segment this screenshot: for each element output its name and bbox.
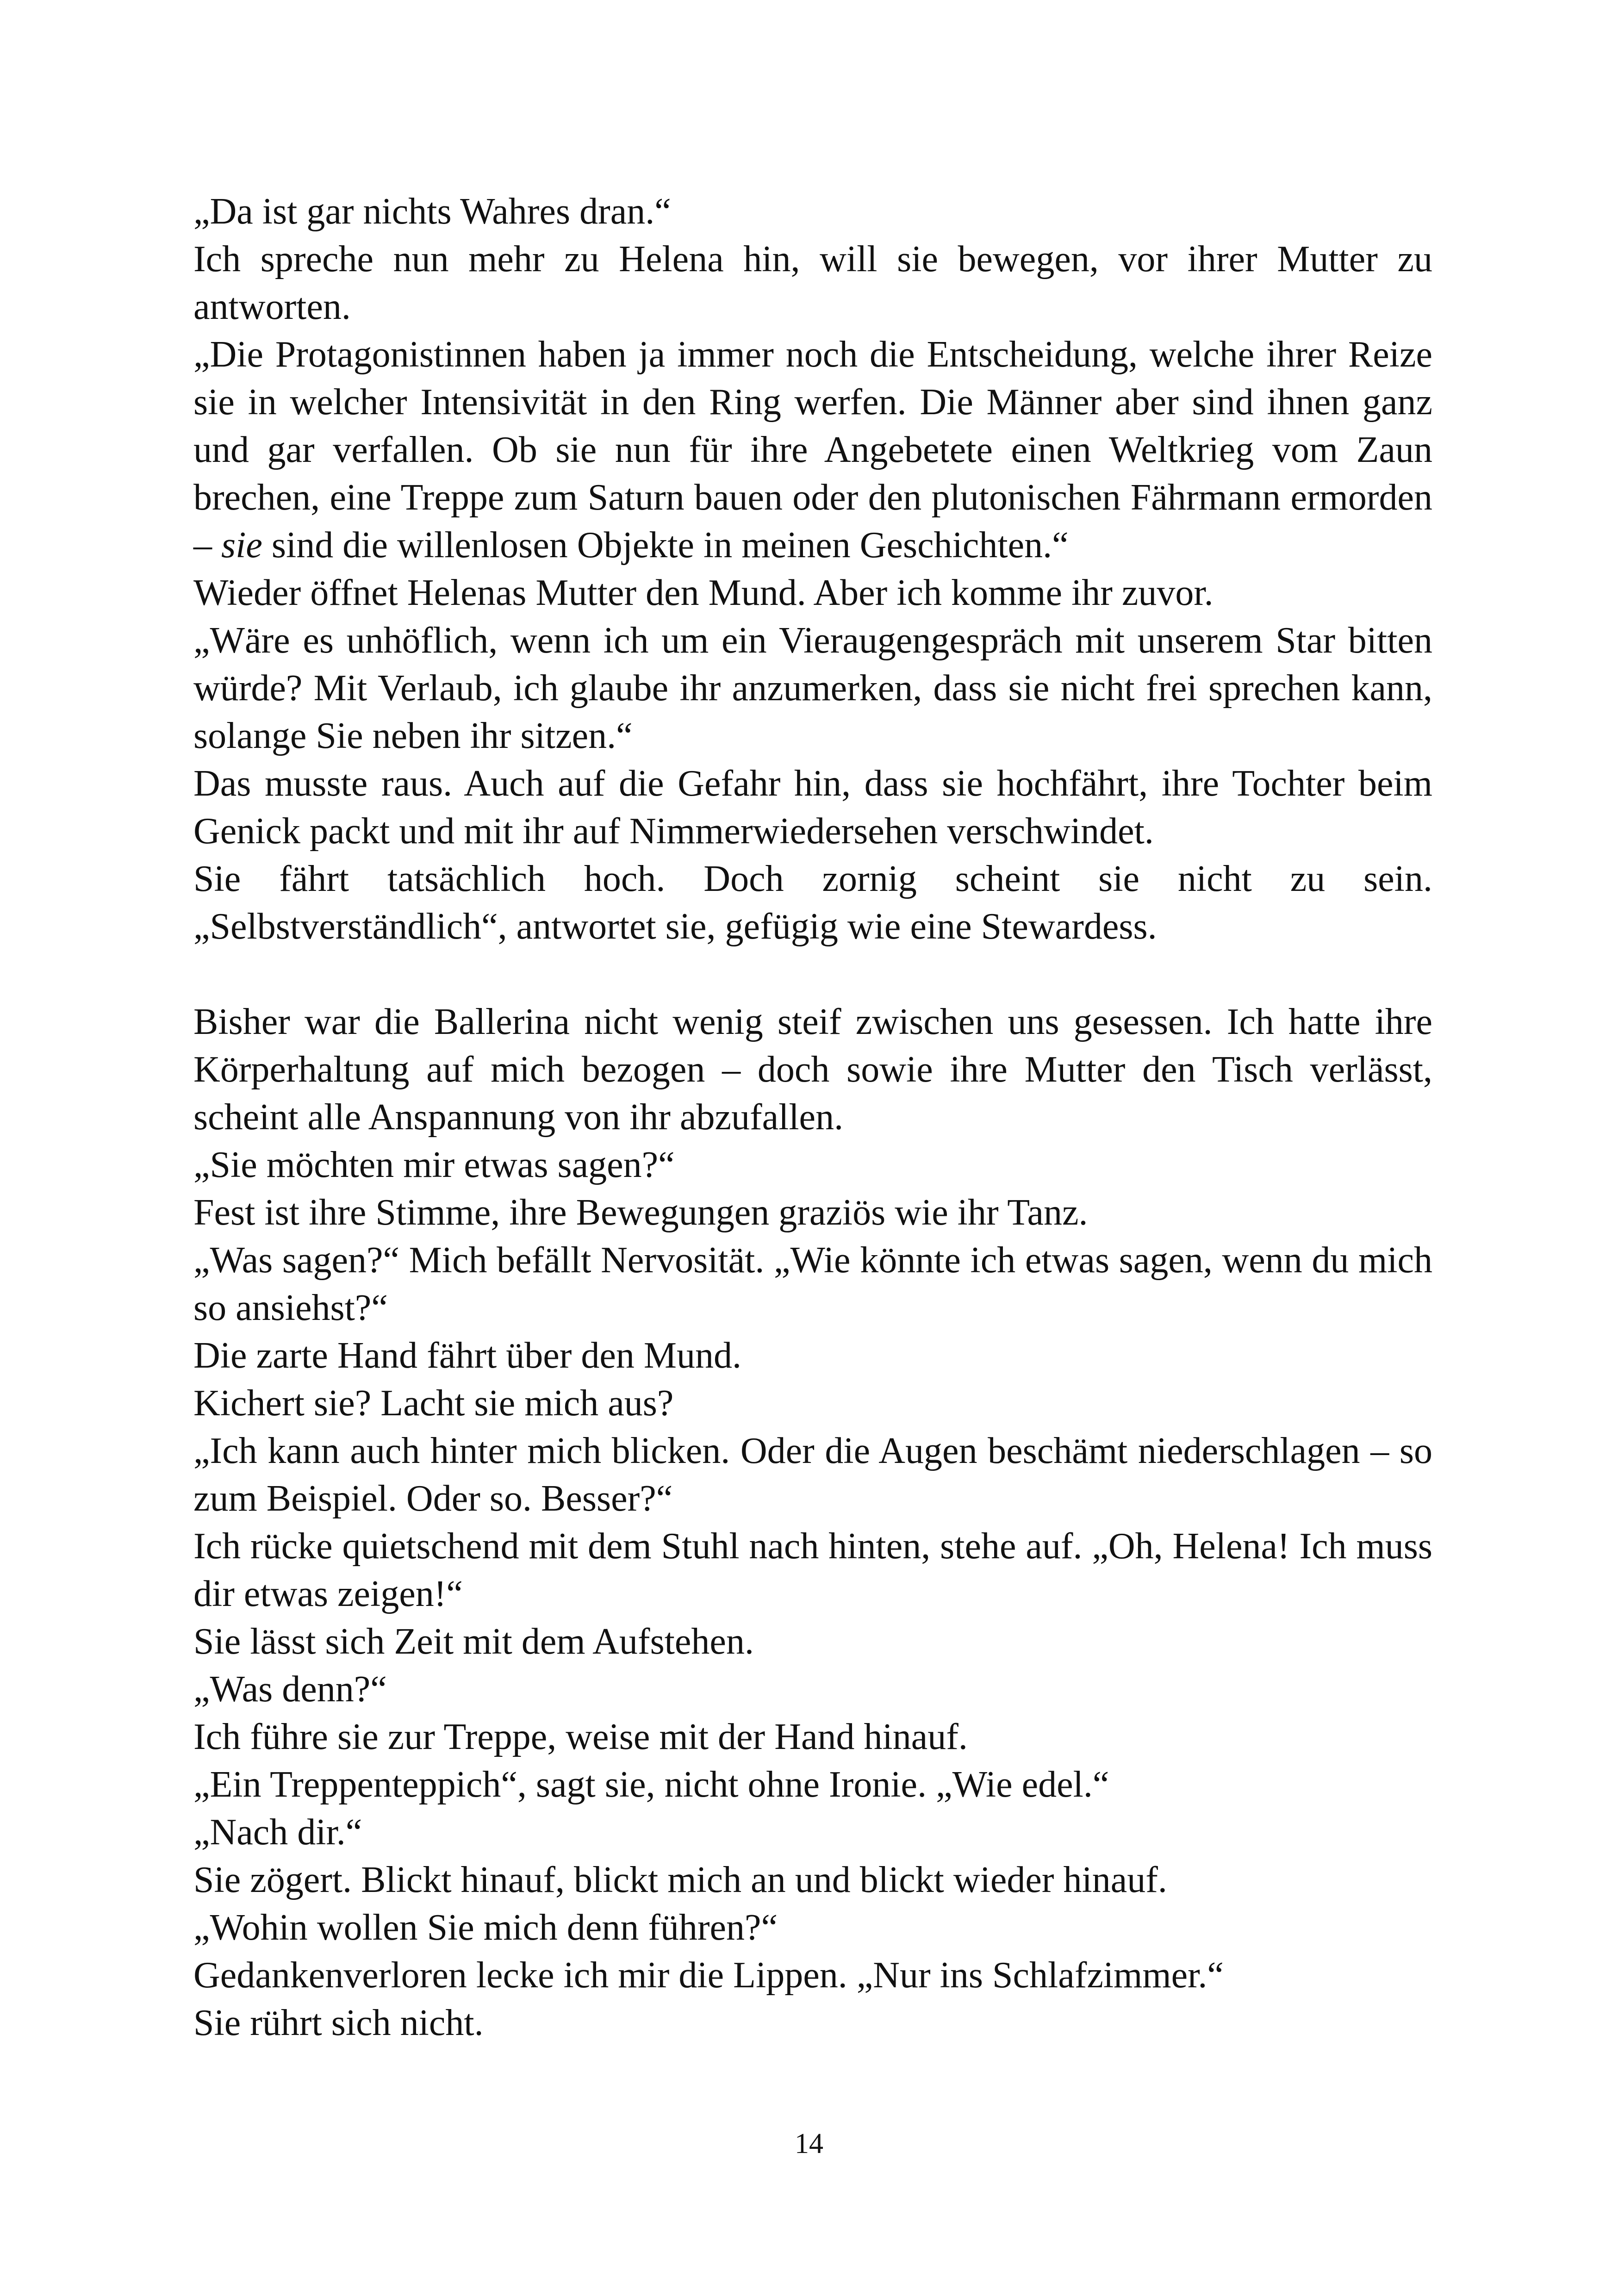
paragraph: Kichert sie? Lacht sie mich aus? [193,1383,674,1424]
paragraph: Sie lässt sich Zeit mit dem Aufstehen. [193,1621,754,1662]
paragraph: „Ein Treppenteppich“, sagt sie, nicht ohne Ironie. „Wie edel.“ [193,1764,1109,1805]
paragraph: „Wäre es unhöflich, wenn ich um ein Vieraugengespräch mit unserem Star bitten würde? Mit Verlaub, ich glaube ihr anzumerken, dass sie nicht frei sprechen kann, solange Sie neben ihr sitzen.“ [193,620,1432,756]
paragraph: „Ich kann auch hinter mich blicken. Oder die Augen beschämt niederschlagen – so zum Beispiel. Oder so. Besser?“ [193,1431,1432,1519]
paragraph-text-rest: sind die willenlosen Objekte in meinen Geschichten.“ [262,525,1069,566]
paragraph: „Nach dir.“ [193,1812,362,1853]
paragraph: Die zarte Hand fährt über den Mund. [193,1335,741,1376]
paragraph: Ich rücke quietschend mit dem Stuhl nach hinten, stehe auf. „Oh, Helena! Ich muss dir etwas zeigen!“ [193,1526,1432,1614]
emphasis-text: sie [221,525,262,566]
paragraph: Ich spreche nun mehr zu Helena hin, will sie bewegen, vor ihrer Mutter zu antworten. [193,239,1432,327]
paragraph: „Was sagen?“ Mich befällt Nervosität. „Wie könnte ich etwas sagen, wenn du mich so ansiehst?“ [193,1240,1432,1328]
paragraph: Bisher war die Ballerina nicht wenig steif zwischen uns gesessen. Ich hatte ihre Körperhaltung auf mich bezogen – doch sowie ihre Mutter den Tisch verlässt, scheint alle Anspannung von ihr abzufallen. [193,1002,1432,1138]
paragraph: „Da ist gar nichts Wahres dran.“ [193,191,671,232]
page-number: 14 [795,2128,823,2159]
paragraph: „Was denn?“ [193,1669,387,1710]
paragraph: Sie rührt sich nicht. [193,2003,484,2043]
paragraph: „Wohin wollen Sie mich denn führen?“ [193,1907,778,1948]
paragraph: Sie fährt tatsächlich hoch. Doch zornig scheint sie nicht zu sein. „Selbstverständlich“, antwortet sie, gefügig wie eine Stewardess. [193,859,1432,947]
paragraph: Das musste raus. Auch auf die Gefahr hin, dass sie hochfährt, ihre Tochter beim Genick packt und mit ihr auf Nimmerwiedersehen verschwindet. [193,763,1432,852]
paragraph: Gedankenverloren lecke ich mir die Lippen. „Nur ins Schlafzimmer.“ [193,1955,1224,1996]
paragraph: Wieder öffnet Helenas Mutter den Mund. Aber ich komme ihr zuvor. [193,572,1214,613]
paragraph: Sie zögert. Blickt hinauf, blickt mich an und blickt wieder hinauf. [193,1860,1167,1900]
paragraph: „Sie möchten mir etwas sagen?“ [193,1145,675,1185]
paragraph: Fest ist ihre Stimme, ihre Bewegungen graziös wie ihr Tanz. [193,1192,1088,1233]
paragraph [193,331,1432,569]
paragraph: Ich führe sie zur Treppe, weise mit der Hand hinauf. [193,1717,968,1757]
page-body [193,188,1432,2047]
paragraph-text: „Die Protagonistinnen haben ja immer noch die Entscheidung, welche ihrer Reize sie in welcher Intensivität in den Ring werfen. Die Männer aber sind ihnen ganz und gar verfallen. Ob sie nun für ihre Angebetete einen Weltkrieg vom Zaun brechen, eine Treppe zum Saturn bauen oder den plutonischen Fährmann ermorden – [193,334,1432,566]
